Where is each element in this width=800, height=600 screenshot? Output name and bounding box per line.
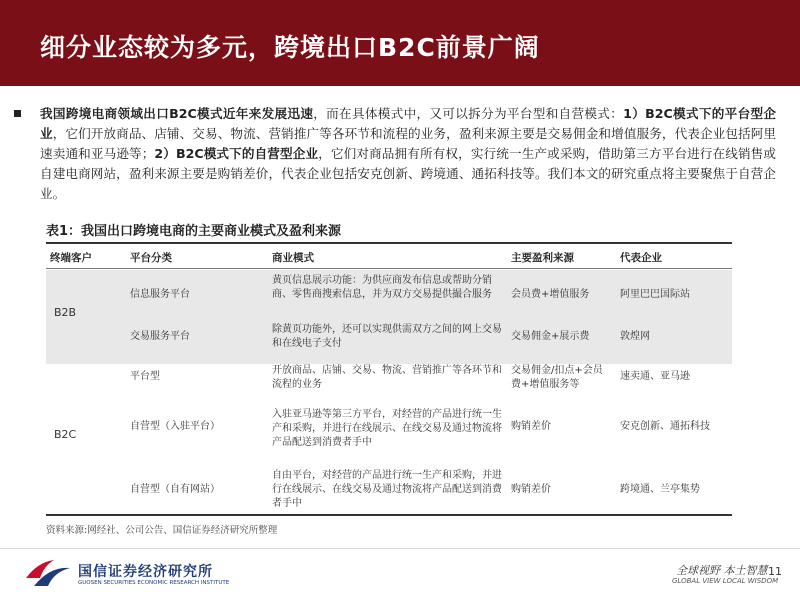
page-title: 细分业态较为多元，跨境出口B2C前景广阔 <box>40 33 540 62</box>
category-info-platform: 信息服务平台 <box>130 289 190 300</box>
model-b2c-platform: 开放商品、店铺、交易、物流、营销推广等各环节和流程的业务 <box>272 365 502 390</box>
company-self-operated-website: 跨境通、兰亭集势 <box>620 484 700 495</box>
intro-bold-5: 2）B2C模式下的自营型企业 <box>154 146 319 161</box>
header-category: 平台分类 <box>130 252 172 264</box>
guosen-logo-icon <box>24 556 72 590</box>
intro-text-4: ，它们开放商品、店铺、交易、物流、营销推广等各环节和流程的业务，盈利来源主要是交易佣金和增值服务，代表企业包括阿里速卖通和亚马逊等； <box>40 126 777 161</box>
intro-paragraph <box>14 104 776 204</box>
header-rule <box>46 268 732 269</box>
intro-text <box>14 104 776 204</box>
category-trade-platform: 交易服务平台 <box>130 331 190 342</box>
header-customer: 终端客户 <box>50 252 92 264</box>
intro-text-6: ，它们对商品拥有所有权，实行统一生产或采购，借助第三方平台进行在线销售或自建电商网站，盈利来源主要是购销差价，代表企业包括安克创新、跨境通、通拓科技等。我们本文的研究重点将主要聚焦于自营企业。 <box>40 146 776 201</box>
slogan-en: GLOBAL VIEW LOCAL WISDOM <box>672 577 779 585</box>
company-b2c-platform: 速卖通、亚马逊 <box>620 371 690 382</box>
table-title: 表1：我国出口跨境电商的主要商业模式及盈利来源 <box>46 224 342 239</box>
company-info-platform: 阿里巴巴国际站 <box>620 289 690 300</box>
profit-self-operated-marketplace: 购销差价 <box>511 421 551 432</box>
intro-bold-3: 1）B2C模式下的平台型企业 <box>40 106 776 141</box>
table-top-rule <box>46 242 732 244</box>
slogan-cn: 全球视野 本土智慧 <box>676 564 768 577</box>
intro-text-2: ，而在具体模式中，又可以拆分为平台型和自营模式： <box>313 106 624 121</box>
company-self-operated-marketplace: 安克创新、通拓科技 <box>620 421 710 432</box>
category-b2c-platform: 平台型 <box>130 371 160 382</box>
header-company: 代表企业 <box>620 252 662 264</box>
bullet-icon <box>14 110 21 117</box>
intro-bold-1: 我国跨境电商领域出口B2C模式近年来发展迅速 <box>40 106 314 121</box>
category-self-operated-website: 自营型（自有网站） <box>130 484 220 495</box>
profit-info-platform: 会员费+增值服务 <box>511 289 590 300</box>
model-self-operated-website: 自由平台，对经营的产品进行统一生产和采购，并进行在线展示、在线交易及通过物流将产品配送到消费者手中 <box>272 470 502 509</box>
customer-b2c: B2C <box>54 428 77 441</box>
model-self-operated-marketplace: 入驻亚马逊等第三方平台，对经营的产品进行统一生产和采购，并进行在线展示、在线交易及通过物流将产品配送到消费者手中 <box>272 409 502 448</box>
header-model: 商业模式 <box>272 252 314 264</box>
source-note: 资料来源:网经社、公司公告、国信证券经济研究所整理 <box>46 525 278 536</box>
page-number: 11 <box>768 565 782 578</box>
logo-name-en: GUOSEN SECURITIES ECONOMIC RESEARCH INSTITUTE <box>78 580 230 586</box>
table-bottom-rule <box>46 514 732 516</box>
header-profit: 主要盈利来源 <box>511 252 574 264</box>
footer-divider <box>0 548 800 549</box>
customer-b2b: B2B <box>54 306 77 319</box>
model-info-platform: 黄页信息展示功能：为供应商发布信息或帮助分销商、零售商搜索信息，并为双方交易提供撮合服务 <box>272 275 492 300</box>
profit-trade-platform: 交易佣金+展示费 <box>511 331 590 342</box>
category-self-operated-marketplace: 自营型（入驻平台） <box>130 421 220 432</box>
title-bar <box>0 0 800 86</box>
profit-b2c-platform: 交易佣金/扣点+会员费+增值服务等 <box>511 365 603 390</box>
profit-self-operated-website: 购销差价 <box>511 484 551 495</box>
model-trade-platform: 除黄页功能外，还可以实现供需双方之间的网上交易和在线电子支付 <box>272 324 502 349</box>
company-trade-platform: 敦煌网 <box>620 331 650 342</box>
logo-name-cn: 国信证券经济研究所 <box>78 564 213 580</box>
